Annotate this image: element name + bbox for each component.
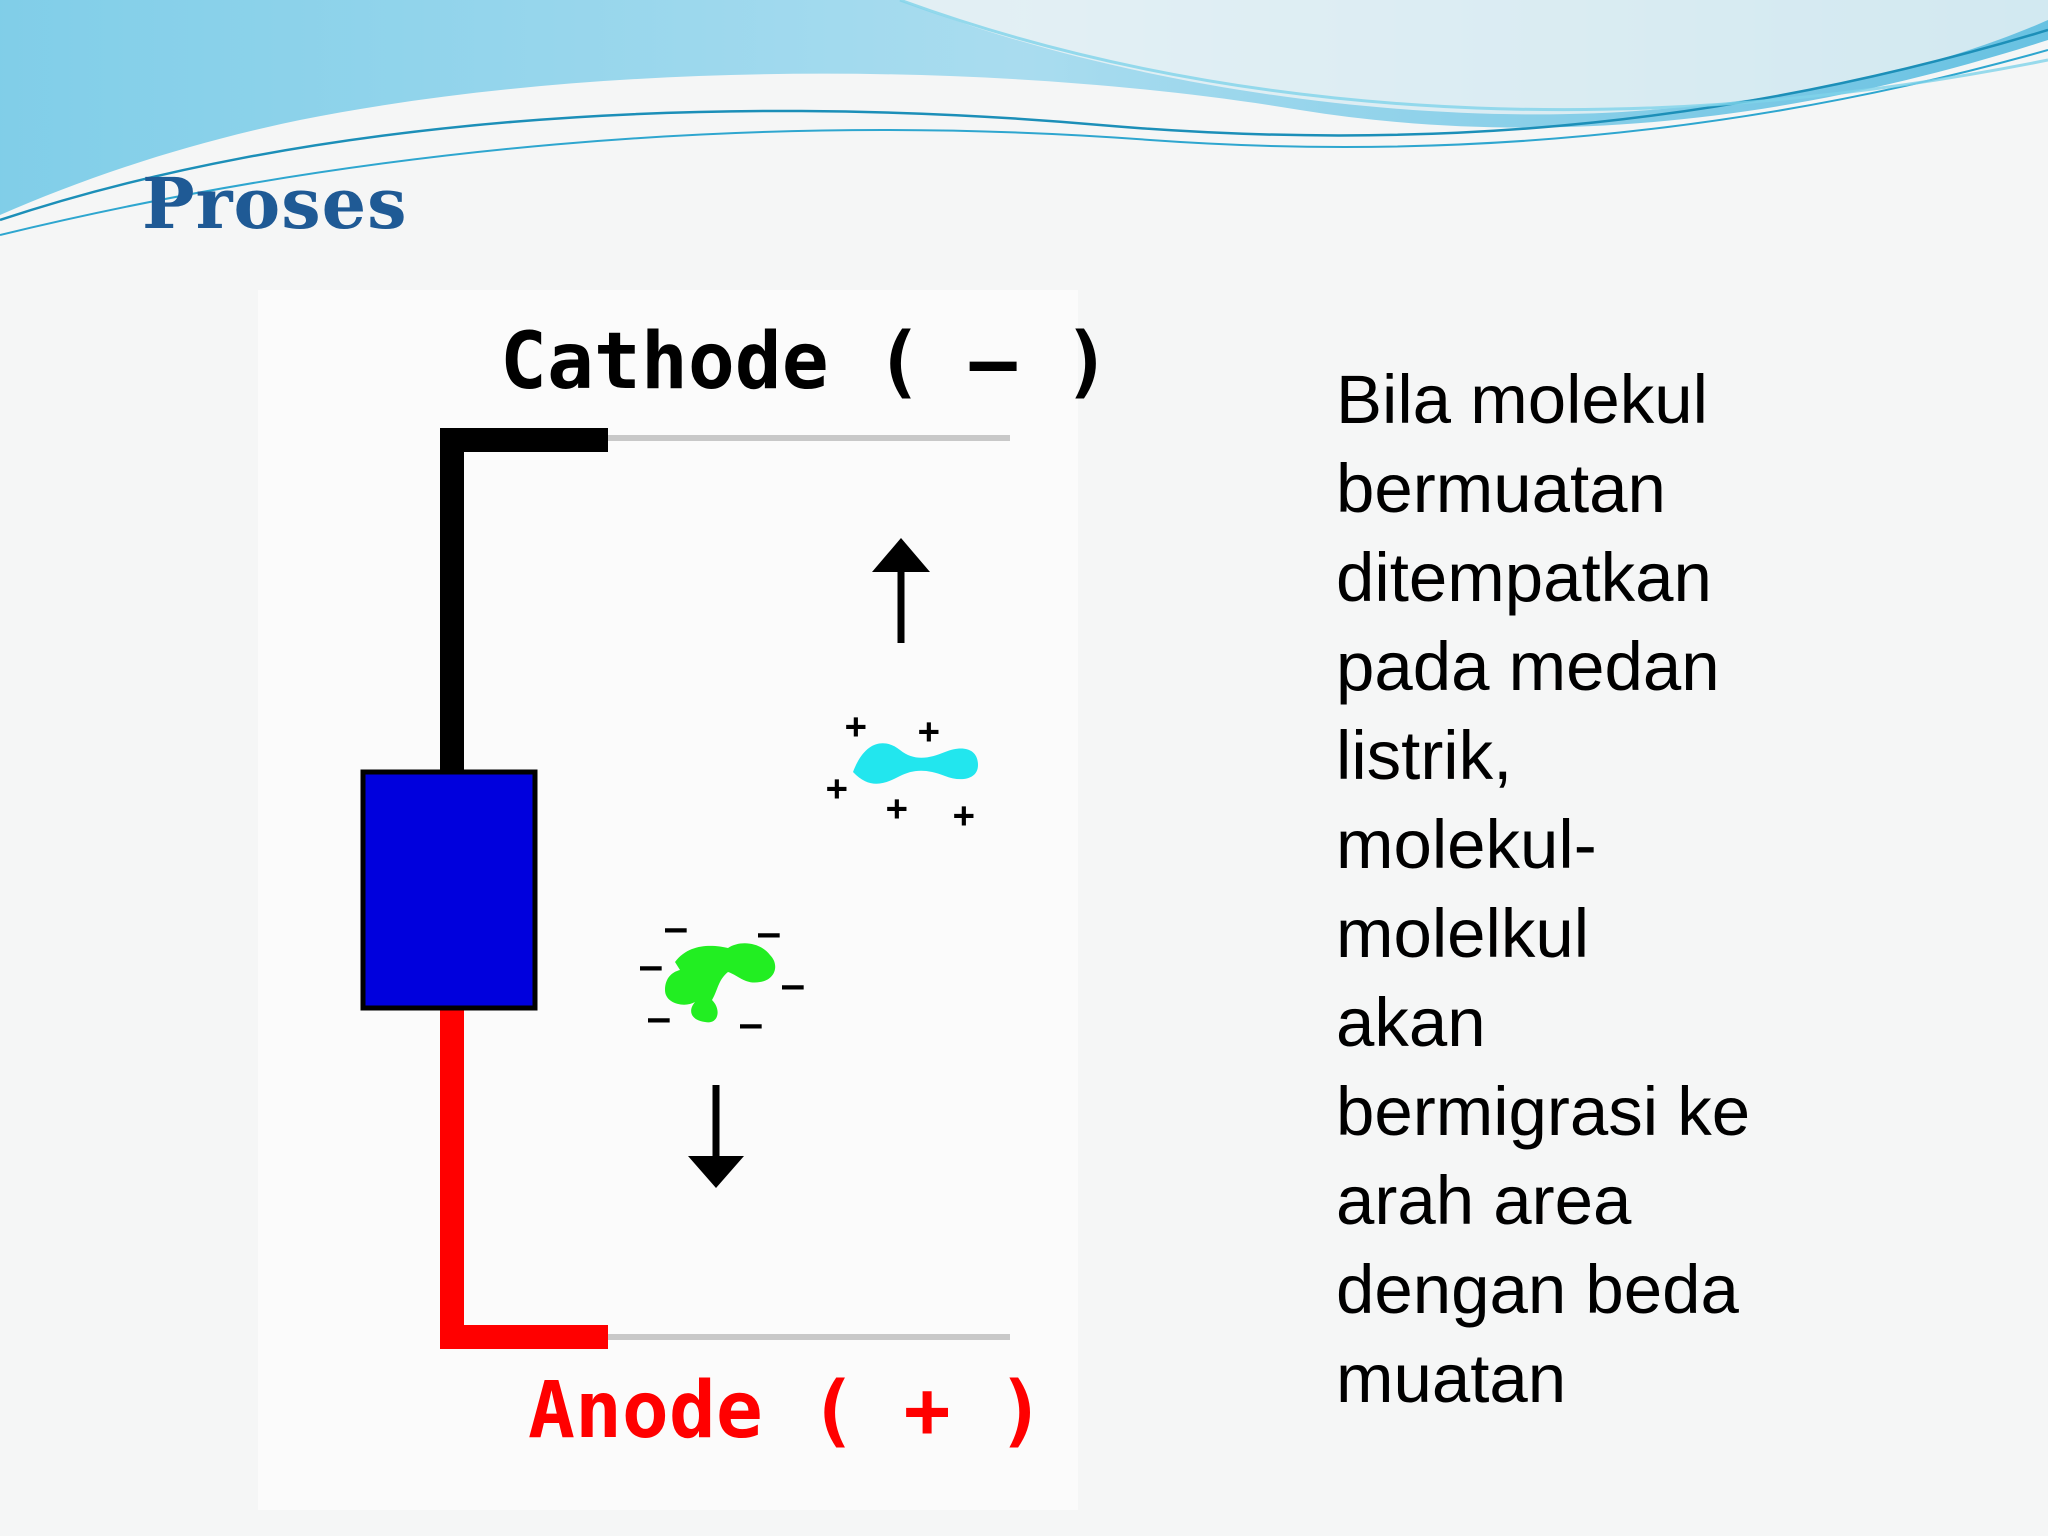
negative-charge: – bbox=[782, 965, 804, 1006]
negative-molecule bbox=[640, 908, 804, 1045]
cathode-label: Cathode ( — ) bbox=[500, 317, 1111, 407]
cathode-wire bbox=[452, 440, 608, 772]
positive-charge: + bbox=[845, 706, 867, 747]
positive-charge: + bbox=[826, 768, 848, 809]
down-arrow-icon bbox=[688, 1085, 744, 1188]
anode-wire bbox=[452, 1008, 608, 1337]
power-supply-box bbox=[363, 772, 535, 1008]
negative-charge: – bbox=[648, 998, 670, 1039]
negative-charge: – bbox=[665, 908, 687, 949]
positive-molecule bbox=[826, 706, 978, 836]
slide-title: Proses bbox=[142, 162, 408, 245]
negative-charge: – bbox=[758, 913, 780, 954]
up-arrow-icon bbox=[872, 538, 930, 643]
positive-charge: + bbox=[918, 711, 940, 752]
negative-charge: – bbox=[640, 946, 662, 987]
positive-charge: + bbox=[886, 788, 908, 829]
negative-charge: – bbox=[740, 1004, 762, 1045]
positive-charge: + bbox=[953, 795, 975, 836]
anode-label: Anode ( + ) bbox=[528, 1366, 1045, 1456]
explanation-text: Bila molekul bermuatan ditempatkan pada medan listrik, molekul- molelkul akan bermigrasi ke arah area dengan beda muatan bbox=[1336, 361, 1751, 1417]
